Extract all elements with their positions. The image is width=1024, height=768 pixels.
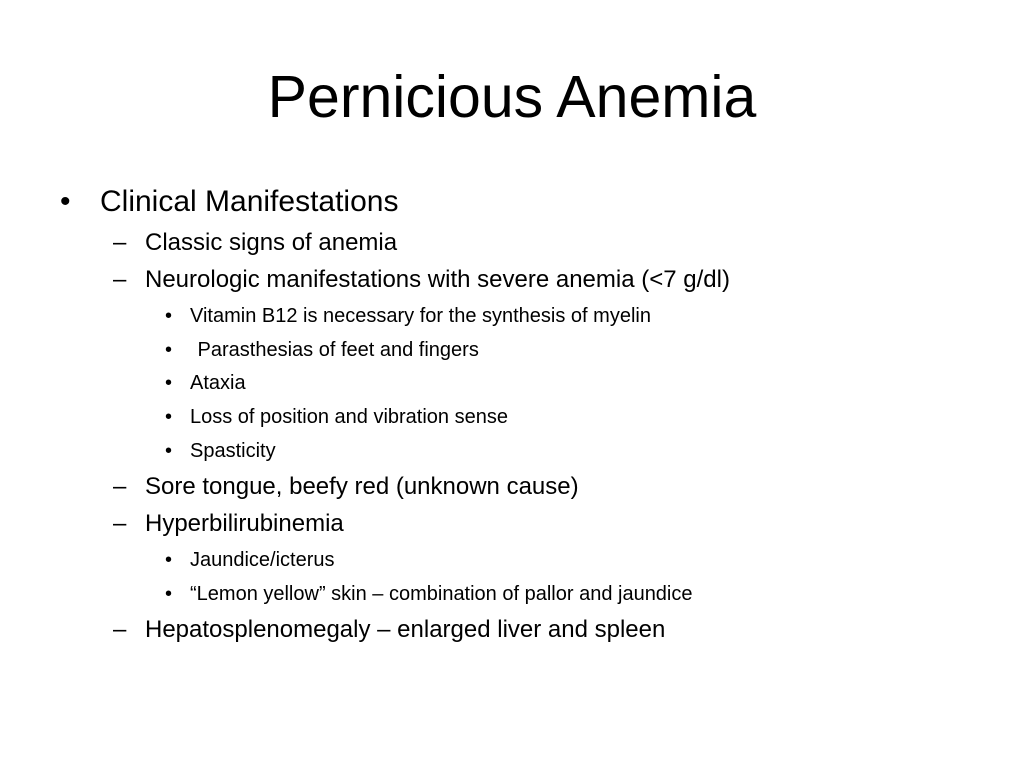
bullet-marker: •: [165, 406, 173, 428]
bullet-text: Clinical Manifestations: [100, 185, 399, 218]
bullet-marker: •: [60, 185, 71, 218]
bullet-marker: •: [165, 549, 173, 571]
dash-marker: –: [113, 266, 127, 293]
bullet-text: Spasticity: [190, 440, 276, 462]
dash-marker: –: [113, 510, 127, 537]
bullet-marker: •: [165, 339, 173, 361]
bullet-marker: •: [165, 305, 173, 327]
bullet-marker: •: [165, 440, 173, 462]
bullet-text: Parasthesias of feet and fingers: [192, 339, 479, 361]
slide-title: Pernicious Anemia: [267, 64, 757, 130]
bullet-text: Hyperbilirubinemia: [145, 510, 344, 537]
bullet-text: Neurologic manifestations with severe anemia (<7 g/dl): [145, 266, 730, 293]
bullet-text: Classic signs of anemia: [145, 229, 398, 256]
bullet-marker: •: [165, 372, 173, 394]
dash-marker: –: [113, 473, 127, 500]
bullet-text: Jaundice/icterus: [190, 549, 335, 571]
bullet-text: “Lemon yellow” skin – combination of pallor and jaundice: [190, 583, 693, 605]
bullet-text: Sore tongue, beefy red (unknown cause): [145, 473, 579, 500]
bullet-marker: •: [165, 583, 173, 605]
dash-marker: –: [113, 229, 127, 256]
bullet-text: Ataxia: [190, 372, 246, 394]
dash-marker: –: [113, 616, 127, 643]
bullet-text: Hepatosplenomegaly – enlarged liver and spleen: [145, 616, 666, 643]
bullet-text: Loss of position and vibration sense: [190, 406, 508, 428]
bullet-text: Vitamin B12 is necessary for the synthesis of myelin: [190, 305, 651, 327]
